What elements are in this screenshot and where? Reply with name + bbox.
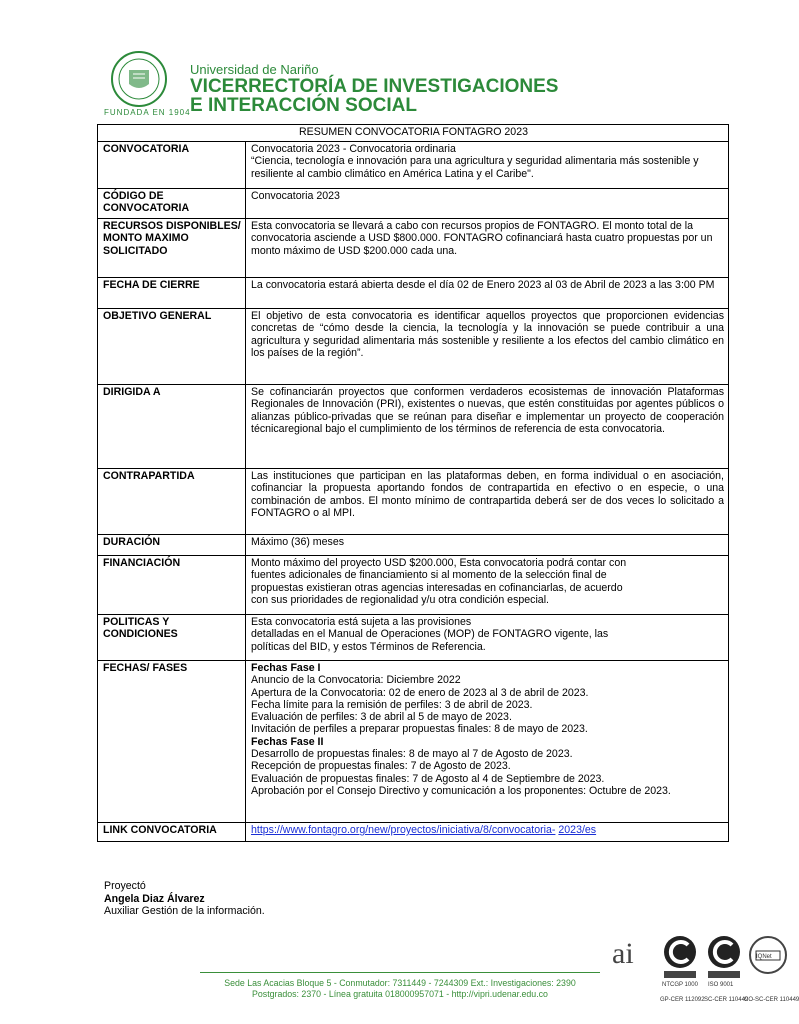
text-line: propuestas existieran otras agencias interesadas en cofinanciarlas, de acuerdo	[251, 581, 623, 594]
row-label: RECURSOS DISPONIBLES/ MONTO MAXIMO SOLICITADO	[98, 219, 246, 278]
row-label: CONVOCATORIA	[98, 142, 246, 189]
row-value	[246, 823, 729, 842]
row-value	[246, 661, 729, 823]
convocatoria-link-part2[interactable]: 2023/es	[558, 824, 597, 836]
convocatoria-theme: “Ciencia, tecnología e innovación para una agricultura y seguridad alimentaria más sostenible y resiliente al cambio climático en América Latina y el Caribe".	[251, 155, 699, 180]
table-row	[98, 278, 729, 309]
table-title: RESUMEN CONVOCATORIA FONTAGRO 2023	[98, 125, 729, 142]
table-row	[98, 385, 729, 469]
row-label: DIRIGIDA A	[98, 385, 246, 469]
phase1-title: Fechas Fase I	[251, 662, 321, 674]
row-label: CÓDIGO DE CONVOCATORIA	[98, 189, 246, 219]
text-line: Invitación de perfiles a preparar propuestas finales: 8 de mayo de 2023.	[251, 723, 588, 736]
phase2-title: Fechas Fase II	[251, 735, 324, 748]
row-label: OBJETIVO GENERAL	[98, 309, 246, 385]
certification-logos	[612, 935, 799, 1013]
text-line: Monto máximo del proyecto USD $200.000, Esta convocatoria podrá contar con	[251, 557, 627, 569]
convocatoria-name: Convocatoria 2023 - Convocatoria ordinaria	[251, 143, 456, 155]
university-name: Universidad de Nariño	[190, 62, 319, 77]
row-label: DURACIÓN	[98, 535, 246, 556]
table-row	[98, 469, 729, 535]
footer-line1: Sede Las Acacias Bloque 5 - Conmutador: 7311449 - 7244309 Ext.: Investigaciones: 2390	[224, 978, 576, 988]
table-title-row	[98, 125, 729, 142]
icontec-iso-icon	[704, 935, 744, 979]
row-label: FECHA DE CIERRE	[98, 278, 246, 309]
cert-code: CO-SC-CER 110449	[744, 997, 799, 1003]
table-row	[98, 189, 729, 219]
text-line: con sus prioridades de regionalidad y/u otra condición especial.	[251, 593, 549, 606]
row-value: Se cofinanciarán proyectos que conformen verdaderos ecosistemas de innovación Plataformas Regionales de Innovación (PRI), existentes o nuevas, que estén constituidas por agentes públicos o alianzas público-privadas que se reúnan para diseñar e implementar un proyecto de cooperación técnicaregional bajo el cumplimiento de los términos de referencia de esta convocatoria.	[246, 385, 729, 469]
table-row	[98, 615, 729, 661]
row-value: La convocatoria estará abierta desde el día 02 de Enero 2023 al 03 de Abril de 2023 a las 3:00 PM	[246, 278, 729, 309]
table-row	[98, 219, 729, 278]
icontec-ntcgp-icon	[660, 935, 700, 979]
prepared-by-label: Proyectó	[104, 880, 146, 892]
row-value: Convocatoria 2023	[246, 189, 729, 219]
founded-text: FUNDADA EN 1904	[104, 108, 191, 117]
cert-badge: IQNet	[756, 954, 772, 960]
text-line: Evaluación de perfiles: 3 de abril al 5 de mayo de 2023.	[251, 711, 512, 724]
text-line: Apertura de la Convocatoria: 02 de enero de 2023 al 3 de abril de 2023.	[251, 686, 589, 699]
letterhead	[100, 50, 600, 118]
row-label: LINK CONVOCATORIA	[98, 823, 246, 842]
text-line: detalladas en el Manual de Operaciones (MOP) de FONTAGRO vigente, las	[251, 628, 609, 641]
table-row	[98, 661, 729, 823]
row-value: Máximo (36) meses	[246, 535, 729, 556]
footer-divider	[200, 972, 600, 973]
row-label: POLITICAS Y CONDICIONES	[98, 615, 246, 661]
cert-badge: NTCGP 1000	[662, 982, 698, 988]
convocatoria-link[interactable]: https://www.fontagro.org/new/proyectos/iniciativa/8/convocatoria-	[251, 824, 556, 836]
university-seal-icon	[100, 50, 178, 110]
text-line: Aprobación por el Consejo Directivo y comunicación a los proponentes: Octubre de 2023.	[251, 784, 671, 797]
text-line: Anuncio de la Convocatoria: Diciembre 2022	[251, 674, 461, 687]
text-line: Desarrollo de propuestas finales: 8 de mayo al 7 de Agosto de 2023.	[251, 748, 573, 761]
row-value: Las instituciones que participan en las plataformas deben, en forma individual o en asociación, cofinanciar la propuesta aportando fondos de contrapartida en efectivo o en especie, o una combinación de ambos. El monto mínimo de contrapartida deberá ser de dos veces lo solicitado a FONTAGRO o al MPI.	[246, 469, 729, 535]
cert-code: SC-CER 110449	[704, 997, 749, 1003]
text-line: políticas del BID, y estos Términos de Referencia.	[251, 640, 486, 653]
office-name-line2: E INTERACCIÓN SOCIAL	[190, 95, 417, 116]
text-line: fuentes adicionales de financiamiento si al momento de la selección final de	[251, 569, 607, 582]
office-name-line1: VICERRECTORÍA DE INVESTIGACIONES	[190, 76, 559, 97]
prepared-by	[104, 880, 265, 918]
table-row	[98, 556, 729, 615]
footer-contact	[200, 978, 600, 1000]
cert-badge: ISO 9001	[708, 982, 734, 988]
row-value: El objetivo de esta convocatoria es identificar aquellos proyectos que proporcionen evidencias concretas de “cómo desde la ciencia, la tecnología y la innovación se puede contribuir a una agricultura y seguridad alimentaria más sostenible y resiliente a los efectos del cambio climático en los países de la región”.	[246, 309, 729, 385]
row-value	[246, 142, 729, 189]
prepared-by-role: Auxiliar Gestión de la información.	[104, 905, 265, 917]
ai-logo-icon: ai	[612, 937, 634, 970]
text-line: Recepción de propuestas finales: 7 de Agosto de 2023.	[251, 760, 511, 773]
row-value	[246, 615, 729, 661]
row-value: Esta convocatoria se llevará a cabo con recursos propios de FONTAGRO. El monto total de la convocatoria asciende a USD $800.000. FONTAGRO cofinanciará hasta cuatro propuestas por un monto máximo de USD $200.000 cada una.	[246, 219, 729, 278]
text-line: Evaluación de propuestas finales: 7 de Agosto al 4 de Septiembre de 2023.	[251, 772, 605, 785]
table-row	[98, 142, 729, 189]
row-value	[246, 556, 729, 615]
row-label: FECHAS/ FASES	[98, 661, 246, 823]
table-row	[98, 535, 729, 556]
cert-code: GP-CER 112092	[660, 997, 705, 1003]
text-line: Fecha límite para la remisión de perfiles: 3 de abril de 2023.	[251, 698, 533, 711]
prepared-by-name: Angela Diaz Álvarez	[104, 892, 205, 905]
text-line: Esta convocatoria está sujeta a las provisiones	[251, 616, 472, 628]
table-row	[98, 823, 729, 842]
summary-table	[97, 124, 729, 842]
table-row	[98, 309, 729, 385]
row-label: FINANCIACIÓN	[98, 556, 246, 615]
row-label: CONTRAPARTIDA	[98, 469, 246, 535]
footer-line2: Postgrados: 2370 - Línea gratuita 018000957071 - http://vipri.udenar.edu.co	[252, 989, 548, 999]
